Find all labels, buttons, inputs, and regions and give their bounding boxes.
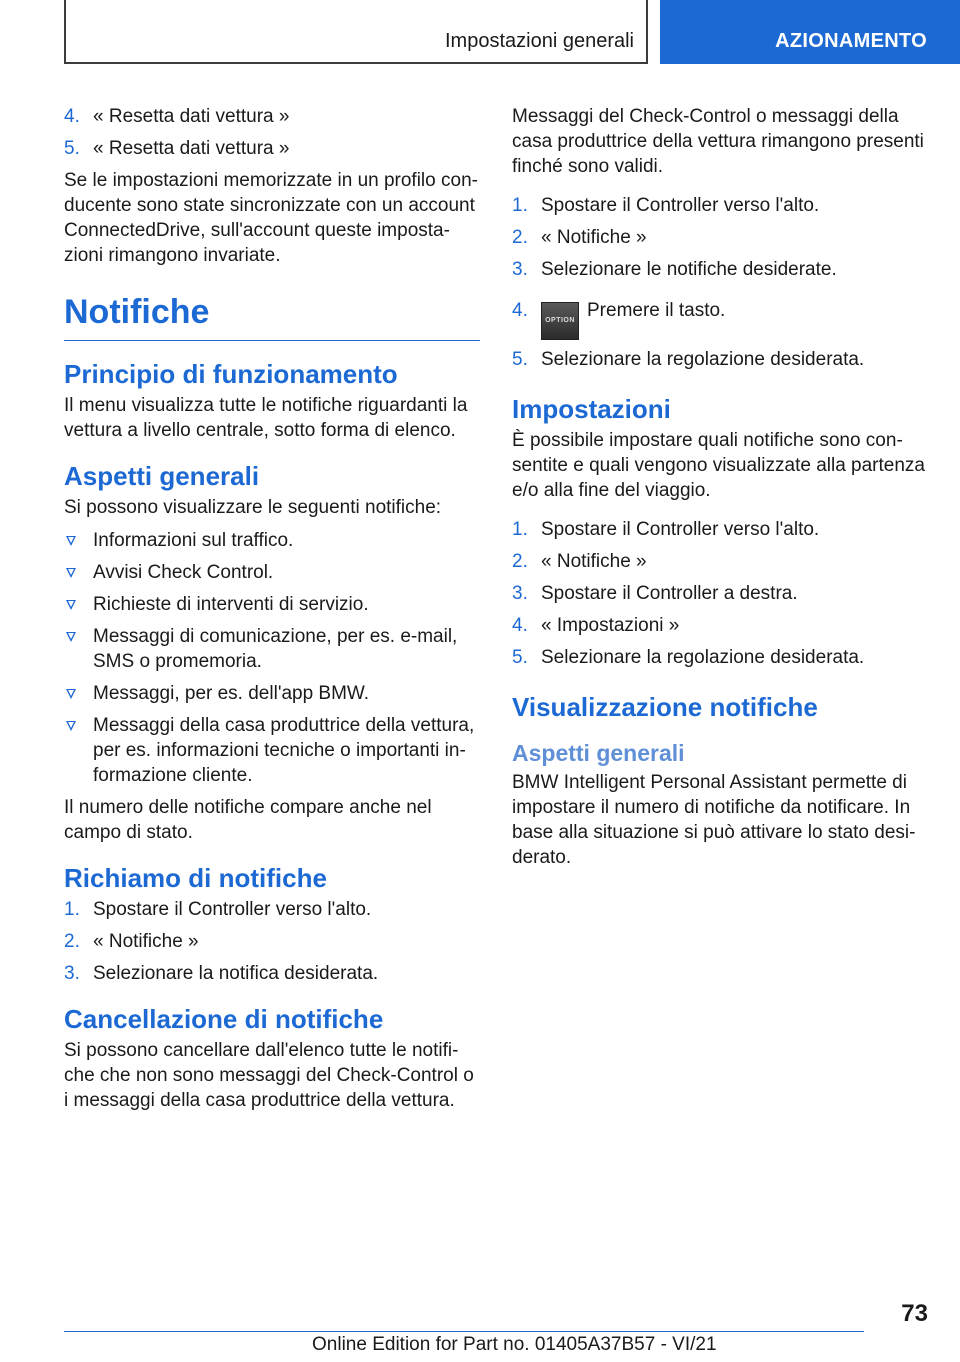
step-text: Selezionare la regolazione desiderata.: [541, 647, 865, 668]
step-text: Spostare il Controller verso l'alto.: [541, 519, 820, 540]
step-item: [512, 517, 928, 542]
bullet-item: [64, 681, 480, 706]
triangle-bullet-icon: [66, 721, 76, 731]
step-number: 4.: [512, 615, 528, 636]
step-item: [512, 347, 928, 372]
step-number: 3.: [512, 583, 528, 604]
principio-heading: Principio di funzionamento: [64, 359, 398, 389]
step-number: 1.: [512, 519, 528, 540]
bullet-item: [64, 592, 480, 617]
cancellazione-heading: Cancellazione di notifiche: [64, 1004, 384, 1034]
sync-paragraph: Se le impostazioni memorizzate in un profilo conducente sono state sincronizzate con un account ConnectedDrive, sull'account queste impostazioni rimangono invariate.: [64, 170, 478, 266]
triangle-bullet-icon: [66, 689, 76, 699]
step-text: Premere il tasto.: [587, 300, 726, 321]
step-number: 1.: [512, 195, 528, 216]
bullet-item: [64, 528, 480, 553]
step-item: [64, 929, 480, 954]
step-text: Selezionare la regolazione desiderata.: [541, 349, 865, 370]
step-text: « Resetta dati vettura »: [93, 138, 290, 159]
notifiche-heading: Notifiche: [64, 290, 480, 341]
step-number: 4.: [64, 106, 80, 127]
bullet-item: [64, 560, 480, 585]
footer-divider: [64, 1331, 864, 1332]
bullet-text: Richieste di interventi di servizio.: [93, 594, 369, 615]
bullet-text: Messaggi della casa produttrice della vettura, per es. informazioni tecniche o importanti informazione cliente.: [93, 715, 475, 786]
chapter-tab-label: AZIONAMENTO: [775, 30, 927, 52]
step-item: [512, 298, 928, 340]
chapter-tab[interactable]: [660, 0, 960, 64]
bullet-item: [64, 624, 480, 674]
left-column: [64, 104, 480, 1121]
step-text: Spostare il Controller verso l'alto.: [541, 195, 820, 216]
aspetti-intro: Si possono visualizzare le seguenti notifiche:: [64, 497, 442, 518]
visualizzazione-heading: Visualizzazione notifiche: [512, 692, 818, 722]
step-number: 5.: [512, 647, 528, 668]
step-text: Spostare il Controller verso l'alto.: [93, 899, 372, 920]
footer-edition: Online Edition for Part no. 01405A37B57 - VI/21: [312, 1334, 717, 1355]
step-item: [64, 897, 480, 922]
bullet-text: Informazioni sul traffico.: [93, 530, 294, 551]
step-item: [512, 225, 928, 250]
aspetti-outro: Il numero delle notifiche compare anche nel campo di stato.: [64, 797, 432, 843]
step-number: 5.: [64, 138, 80, 159]
step-item: [512, 193, 928, 218]
triangle-bullet-icon: [66, 600, 76, 610]
step-text: Spostare il Controller a destra.: [541, 583, 798, 604]
bullet-text: Avvisi Check Control.: [93, 562, 274, 583]
step-text: « Impostazioni »: [541, 615, 680, 636]
step-number: 2.: [512, 551, 528, 572]
bullet-text: Messaggi, per es. dell'app BMW.: [93, 683, 370, 704]
step-number: 4.: [512, 300, 528, 321]
triangle-bullet-icon: [66, 536, 76, 546]
step-number: 3.: [512, 259, 528, 280]
step-item: [512, 645, 928, 670]
step-text: « Notifiche »: [541, 227, 647, 248]
option-button-icon: OPTION: [541, 302, 579, 340]
step-text: « Resetta dati vettura »: [93, 106, 290, 127]
step-item: [64, 961, 480, 986]
step-item: [64, 104, 480, 129]
aspetti-heading: Aspetti generali: [64, 461, 260, 491]
step-number: 3.: [64, 963, 80, 984]
richiamo-heading: Richiamo di notifiche: [64, 863, 327, 893]
impostazioni-heading: Impostazioni: [512, 394, 671, 424]
cancellazione-text: Si possono cancellare dall'elenco tutte le notifiche che non sono messaggi del Check-Control o i messaggi della casa produttrice della vettura.: [64, 1040, 474, 1111]
triangle-bullet-icon: [66, 632, 76, 642]
bullet-item: [64, 713, 480, 788]
bullet-text: Messaggi di comunicazione, per es. e-mail, SMS o promemoria.: [93, 626, 458, 672]
triangle-bullet-icon: [66, 568, 76, 578]
step-number: 2.: [512, 227, 528, 248]
check-control-intro: Messaggi del Check-Control o messaggi della casa produttrice della vettura rimangono presenti finché sono validi.: [512, 106, 924, 177]
header-section-title: Impostazioni generali: [445, 30, 634, 52]
step-item: [512, 613, 928, 638]
header-section-box: [64, 0, 648, 64]
right-column: [512, 104, 928, 878]
step-item: [64, 136, 480, 161]
page-number: 73: [901, 1300, 928, 1327]
step-number: 5.: [512, 349, 528, 370]
visualizzazione-subheading: Aspetti generali: [512, 740, 685, 766]
impostazioni-text: È possibile impostare quali notifiche sono consentite e quali vengono visualizzate alla partenza e/o alla fine del viaggio.: [512, 430, 925, 501]
step-number: 1.: [64, 899, 80, 920]
step-text: « Notifiche »: [541, 551, 647, 572]
step-item: [512, 549, 928, 574]
step-number: 2.: [64, 931, 80, 952]
visualizzazione-text: BMW Intelligent Personal Assistant permette di impostare il numero di notifiche da notificare. In base alla situazione si può attivare lo stato desiderato.: [512, 772, 916, 868]
step-item: [512, 581, 928, 606]
principio-text: Il menu visualizza tutte le notifiche riguardanti la vettura a livello centrale, sotto forma di elenco.: [64, 395, 468, 441]
step-item: [512, 257, 928, 282]
step-text: « Notifiche »: [93, 931, 199, 952]
step-text: Selezionare le notifiche desiderate.: [541, 259, 837, 280]
step-text: Selezionare la notifica desiderata.: [93, 963, 379, 984]
